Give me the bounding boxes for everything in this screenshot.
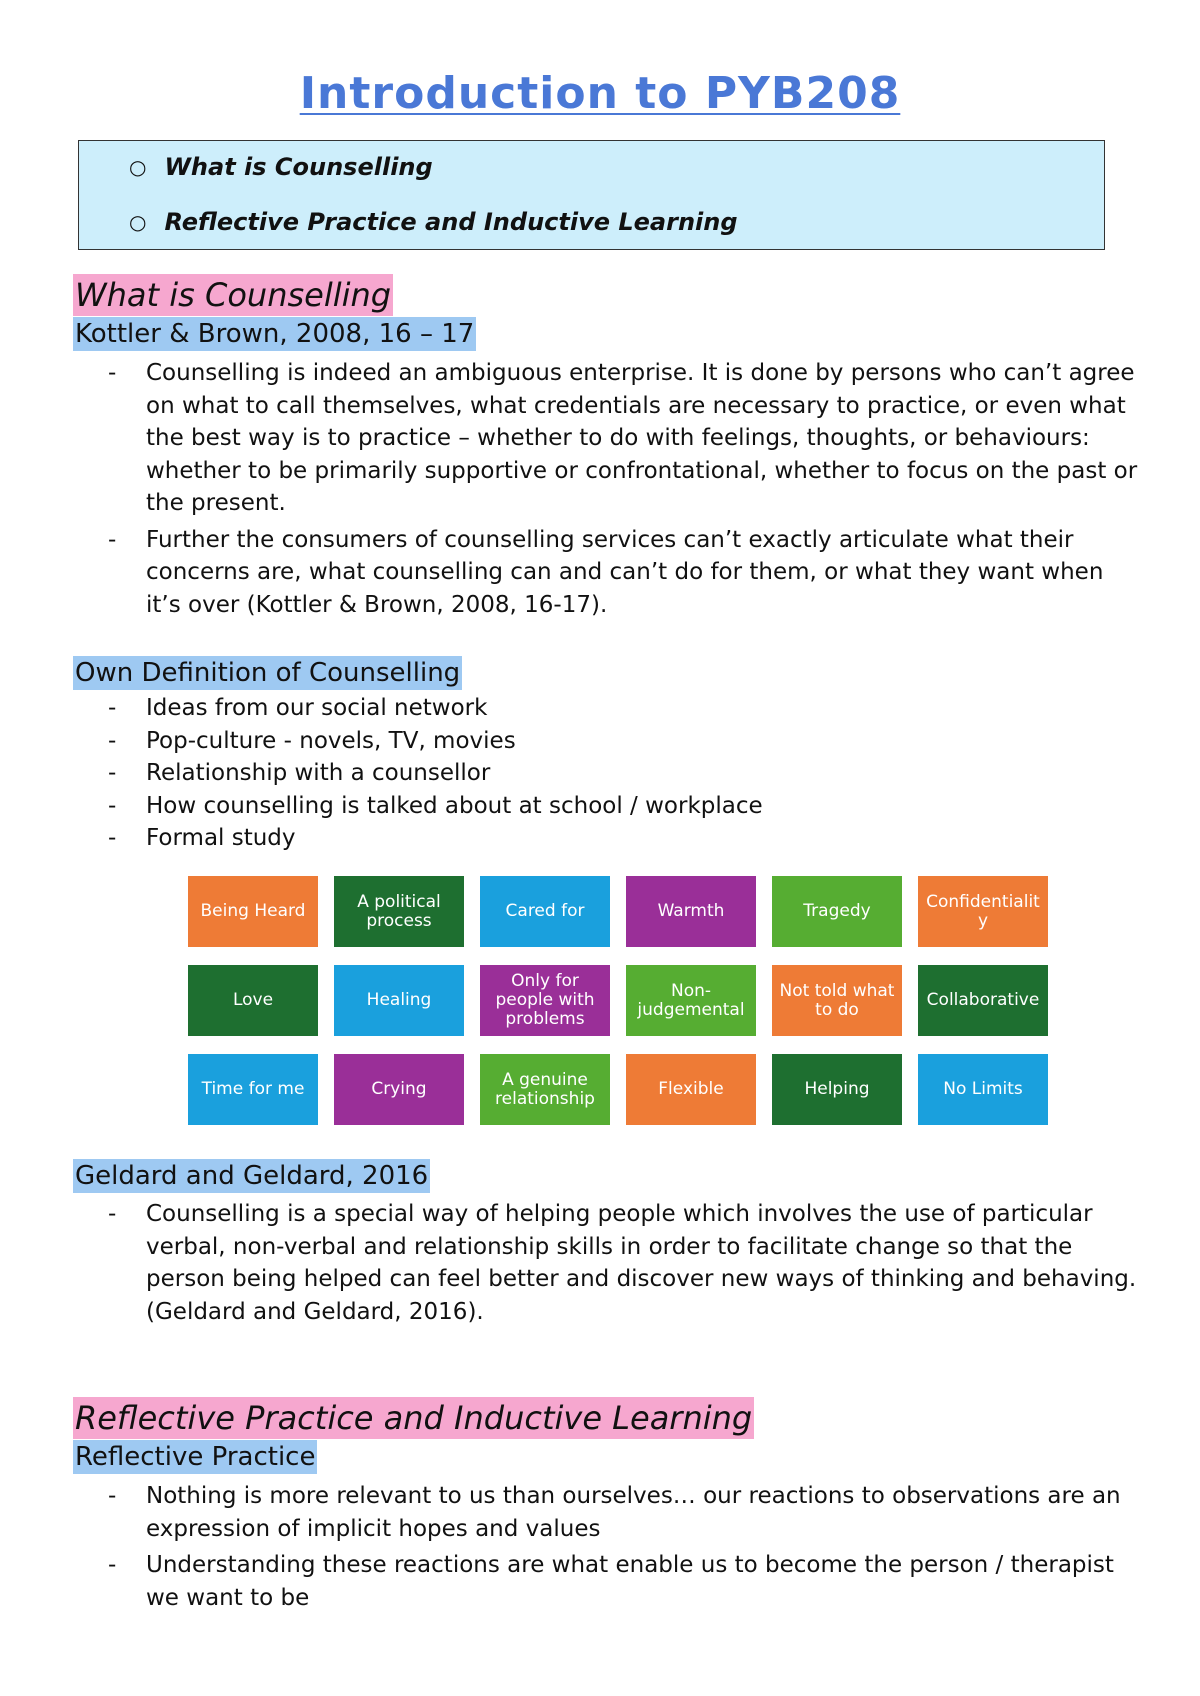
word-tile-label: Time for me [201,1079,305,1099]
word-tile [334,1054,464,1125]
word-tile [334,965,464,1036]
dash-bullet-icon: - [108,695,117,721]
word-tile [626,876,756,947]
subheading-own-definition: Own Definition of Counselling [75,658,461,688]
section-heading-reflective: Reflective Practice and Inductive Learning [75,1399,753,1437]
word-tile [918,965,1048,1036]
word-tile-label: Confidentiality [926,891,1040,931]
word-tile [918,876,1048,947]
dash-bullet-icon: - [108,526,117,553]
word-tile [918,1054,1048,1125]
geldard-bullet-list [108,1198,1138,1332]
reflective-bullet-list [108,1480,1138,1618]
word-tile [188,1054,318,1125]
word-tile [626,965,756,1036]
dash-bullet-icon: - [108,792,117,819]
list-item: - Further the consumers of counselling services can’t exactly articulate what their concerns are, what counselling can and can’t do for them, or what they want when it’s over (Kottler & Brown, 2008, 16-17). [108,524,1138,622]
word-tile [772,1054,902,1125]
list-item: - Counselling is a special way of helping people which involves the use of particular verbal, non-verbal and relationship skills in order to facilitate change so that the person being helped can feel better and discover new ways of thinking and behaving. (Geldard and Geldard, 2016). [108,1198,1138,1328]
toc-item [129,208,738,236]
word-tile-label: A genuine relationship [495,1069,595,1109]
kottler-bullet-list [108,357,1138,625]
subheading-kottler: Kottler & Brown, 2008, 16 – 17 [75,319,475,349]
toc-item-label: What is Counselling [164,153,433,181]
list-item: - Pop-culture - novels, TV, movies [108,725,1138,758]
dash-bullet-icon: - [108,1552,117,1578]
list-item: - Ideas from our social network [108,692,1138,725]
page-title: Introduction to PYB208 [299,68,901,119]
word-tile-label: Crying [371,1079,427,1099]
dash-bullet-icon: - [108,1483,117,1509]
word-tile-label: A political process [357,891,441,931]
own-definition-bullet-list [108,692,1138,855]
dash-bullet-icon: - [108,825,117,851]
word-tile-label: Helping [804,1079,870,1099]
circle-bullet-icon: ○ [129,210,147,234]
subheading-geldard: Geldard and Geldard, 2016 [75,1161,429,1191]
circle-bullet-icon: ○ [129,155,147,179]
word-tile [480,1054,610,1125]
toc-item-label: Reflective Practice and Inductive Learning [164,208,738,236]
list-item: - Nothing is more relevant to us than ourselves… our reactions to observations are an expression of implicit hopes and values [108,1480,1138,1545]
list-item: - Understanding these reactions are what enable us to become the person / therapist we want to be [108,1549,1138,1614]
section-heading-counselling: What is Counselling [75,276,392,314]
list-item: - Relationship with a counsellor [108,757,1138,790]
word-tile [626,1054,756,1125]
word-tile-label: Being Heard [200,901,306,921]
word-tile-label: No Limits [943,1079,1023,1099]
word-tile-label: Only for people with problems [495,971,595,1029]
word-tile-label: Warmth [657,901,725,921]
word-tile-label: Healing [366,990,432,1010]
word-tile-label: Tragedy [803,901,871,921]
table-of-contents [78,140,1105,250]
word-tile-label: Non-judgemental [637,980,745,1020]
word-tile [334,876,464,947]
subheading-reflective-practice: Reflective Practice [75,1442,316,1472]
list-item: - Formal study [108,822,1138,855]
word-tile [188,876,318,947]
word-tile [480,965,610,1036]
word-tile-label: Cared for [505,901,585,921]
list-item: - Counselling is indeed an ambiguous enterprise. It is done by persons who can’t agree on what to call themselves, what credentials are necessary to practice, or even what the best way is to practice – whether to do with feelings, thoughts, or behaviours: whether to be primarily supportive or confrontational, whether to focus on the past or the present. [108,357,1138,520]
dash-bullet-icon: - [108,727,117,754]
word-tile-label: Flexible [658,1079,724,1099]
word-tile [188,965,318,1036]
dash-bullet-icon: - [108,1201,117,1227]
word-tile [772,876,902,947]
word-tile-label: Collaborative [926,990,1040,1010]
word-tile [480,876,610,947]
dash-bullet-icon: - [108,760,117,786]
word-tile-label: Love [232,990,274,1010]
counselling-word-tiles [188,876,1046,1126]
dash-bullet-icon: - [108,360,117,386]
list-item: - How counselling is talked about at school / workplace [108,790,1138,823]
word-tile [772,965,902,1036]
word-tile-label: Not told what to do [779,980,895,1020]
toc-item [129,153,433,181]
